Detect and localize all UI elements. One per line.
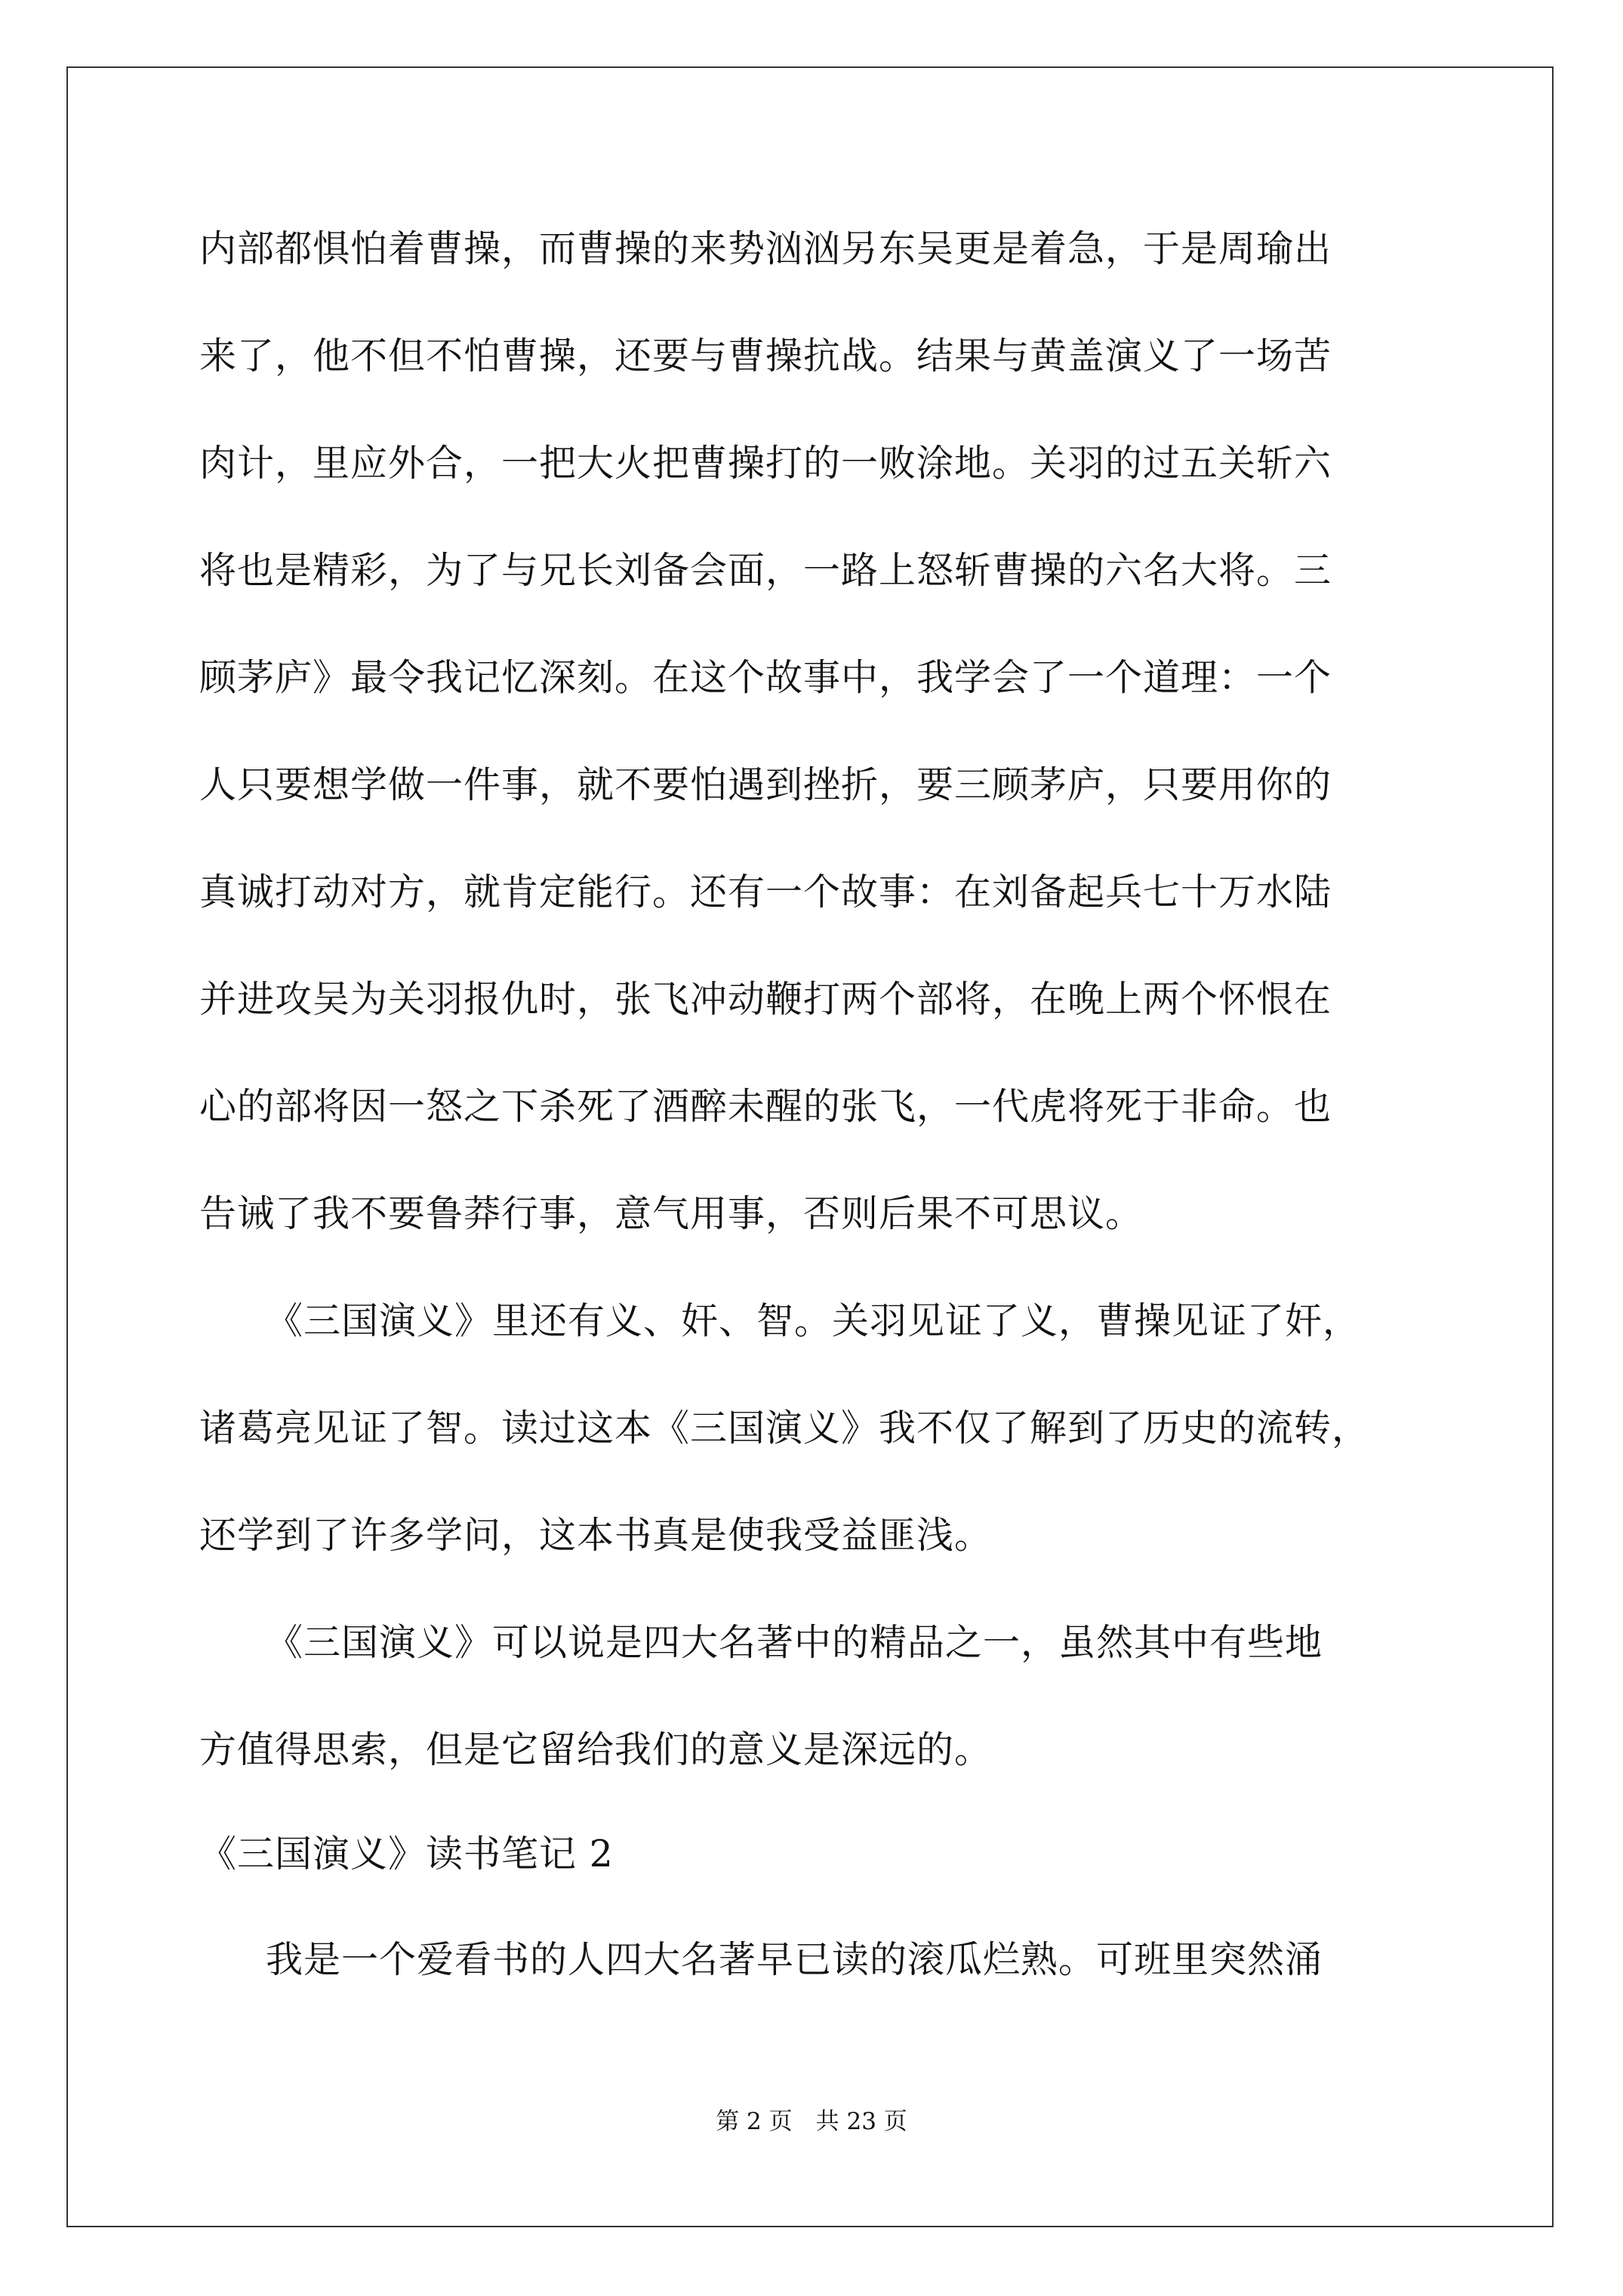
- paragraph-line: 还学到了许多学问，这本书真是使我受益匪浅。: [199, 1514, 993, 1557]
- paragraph-line: 《三国演义》可以说是四大名著中的精品之一，虽然其中有些地: [266, 1621, 1323, 1664]
- paragraph-line: 诸葛亮见证了智。读过这本《三国演义》我不仅了解到了历史的流转，: [199, 1407, 1370, 1450]
- paragraph-line: 告诫了我不要鲁莽行事，意气用事，否则后果不可思议。: [199, 1192, 1144, 1235]
- paragraph-line: 肉计，里应外合，一把大火把曹操打的一败涂地。关羽的过五关斩六: [199, 442, 1332, 485]
- paragraph-line: 真诚打动对方，就肯定能行。还有一个故事：在刘备起兵七十万水陆: [199, 871, 1332, 914]
- paragraph-line: 并进攻吴为关羽报仇时，张飞冲动鞭打两个部将，在晚上两个怀恨在: [199, 978, 1332, 1021]
- paragraph-line: 人只要想学做一件事，就不要怕遇到挫折，要三顾茅庐，只要用你的: [199, 763, 1332, 806]
- paragraph-line: 方值得思索，但是它留给我们的意义是深远的。: [199, 1728, 993, 1771]
- paragraph-line: 心的部将因一怒之下杀死了酒醉未醒的张飞，一代虎将死于非命。也: [199, 1085, 1332, 1128]
- paragraph-line: 内部都惧怕着曹操，而曹操的来势汹汹另东吴更是着急，于是周瑜出: [199, 227, 1332, 270]
- paragraph-line: 来了，他不但不怕曹操，还要与曹操抗战。结果与黄盖演义了一场苦: [199, 334, 1332, 378]
- paragraph-line: 我是一个爱看书的人四大名著早已读的滚瓜烂熟。可班里突然涌: [266, 1938, 1323, 1981]
- page-number: 第 2 页 共 23 页: [716, 2108, 907, 2135]
- paragraph-line: 《三国演义》里还有义、奸、智。关羽见证了义，曹操见证了奸，: [266, 1299, 1361, 1342]
- paragraph-line: 顾茅庐》最令我记忆深刻。在这个故事中，我学会了一个道理：一个: [199, 656, 1332, 699]
- page-border: [66, 66, 1554, 2227]
- paragraph-line: 将也是精彩，为了与兄长刘备会面，一路上怒斩曹操的六名大将。三: [199, 549, 1332, 592]
- section-heading: 《三国演义》读书笔记 2: [199, 1832, 614, 1875]
